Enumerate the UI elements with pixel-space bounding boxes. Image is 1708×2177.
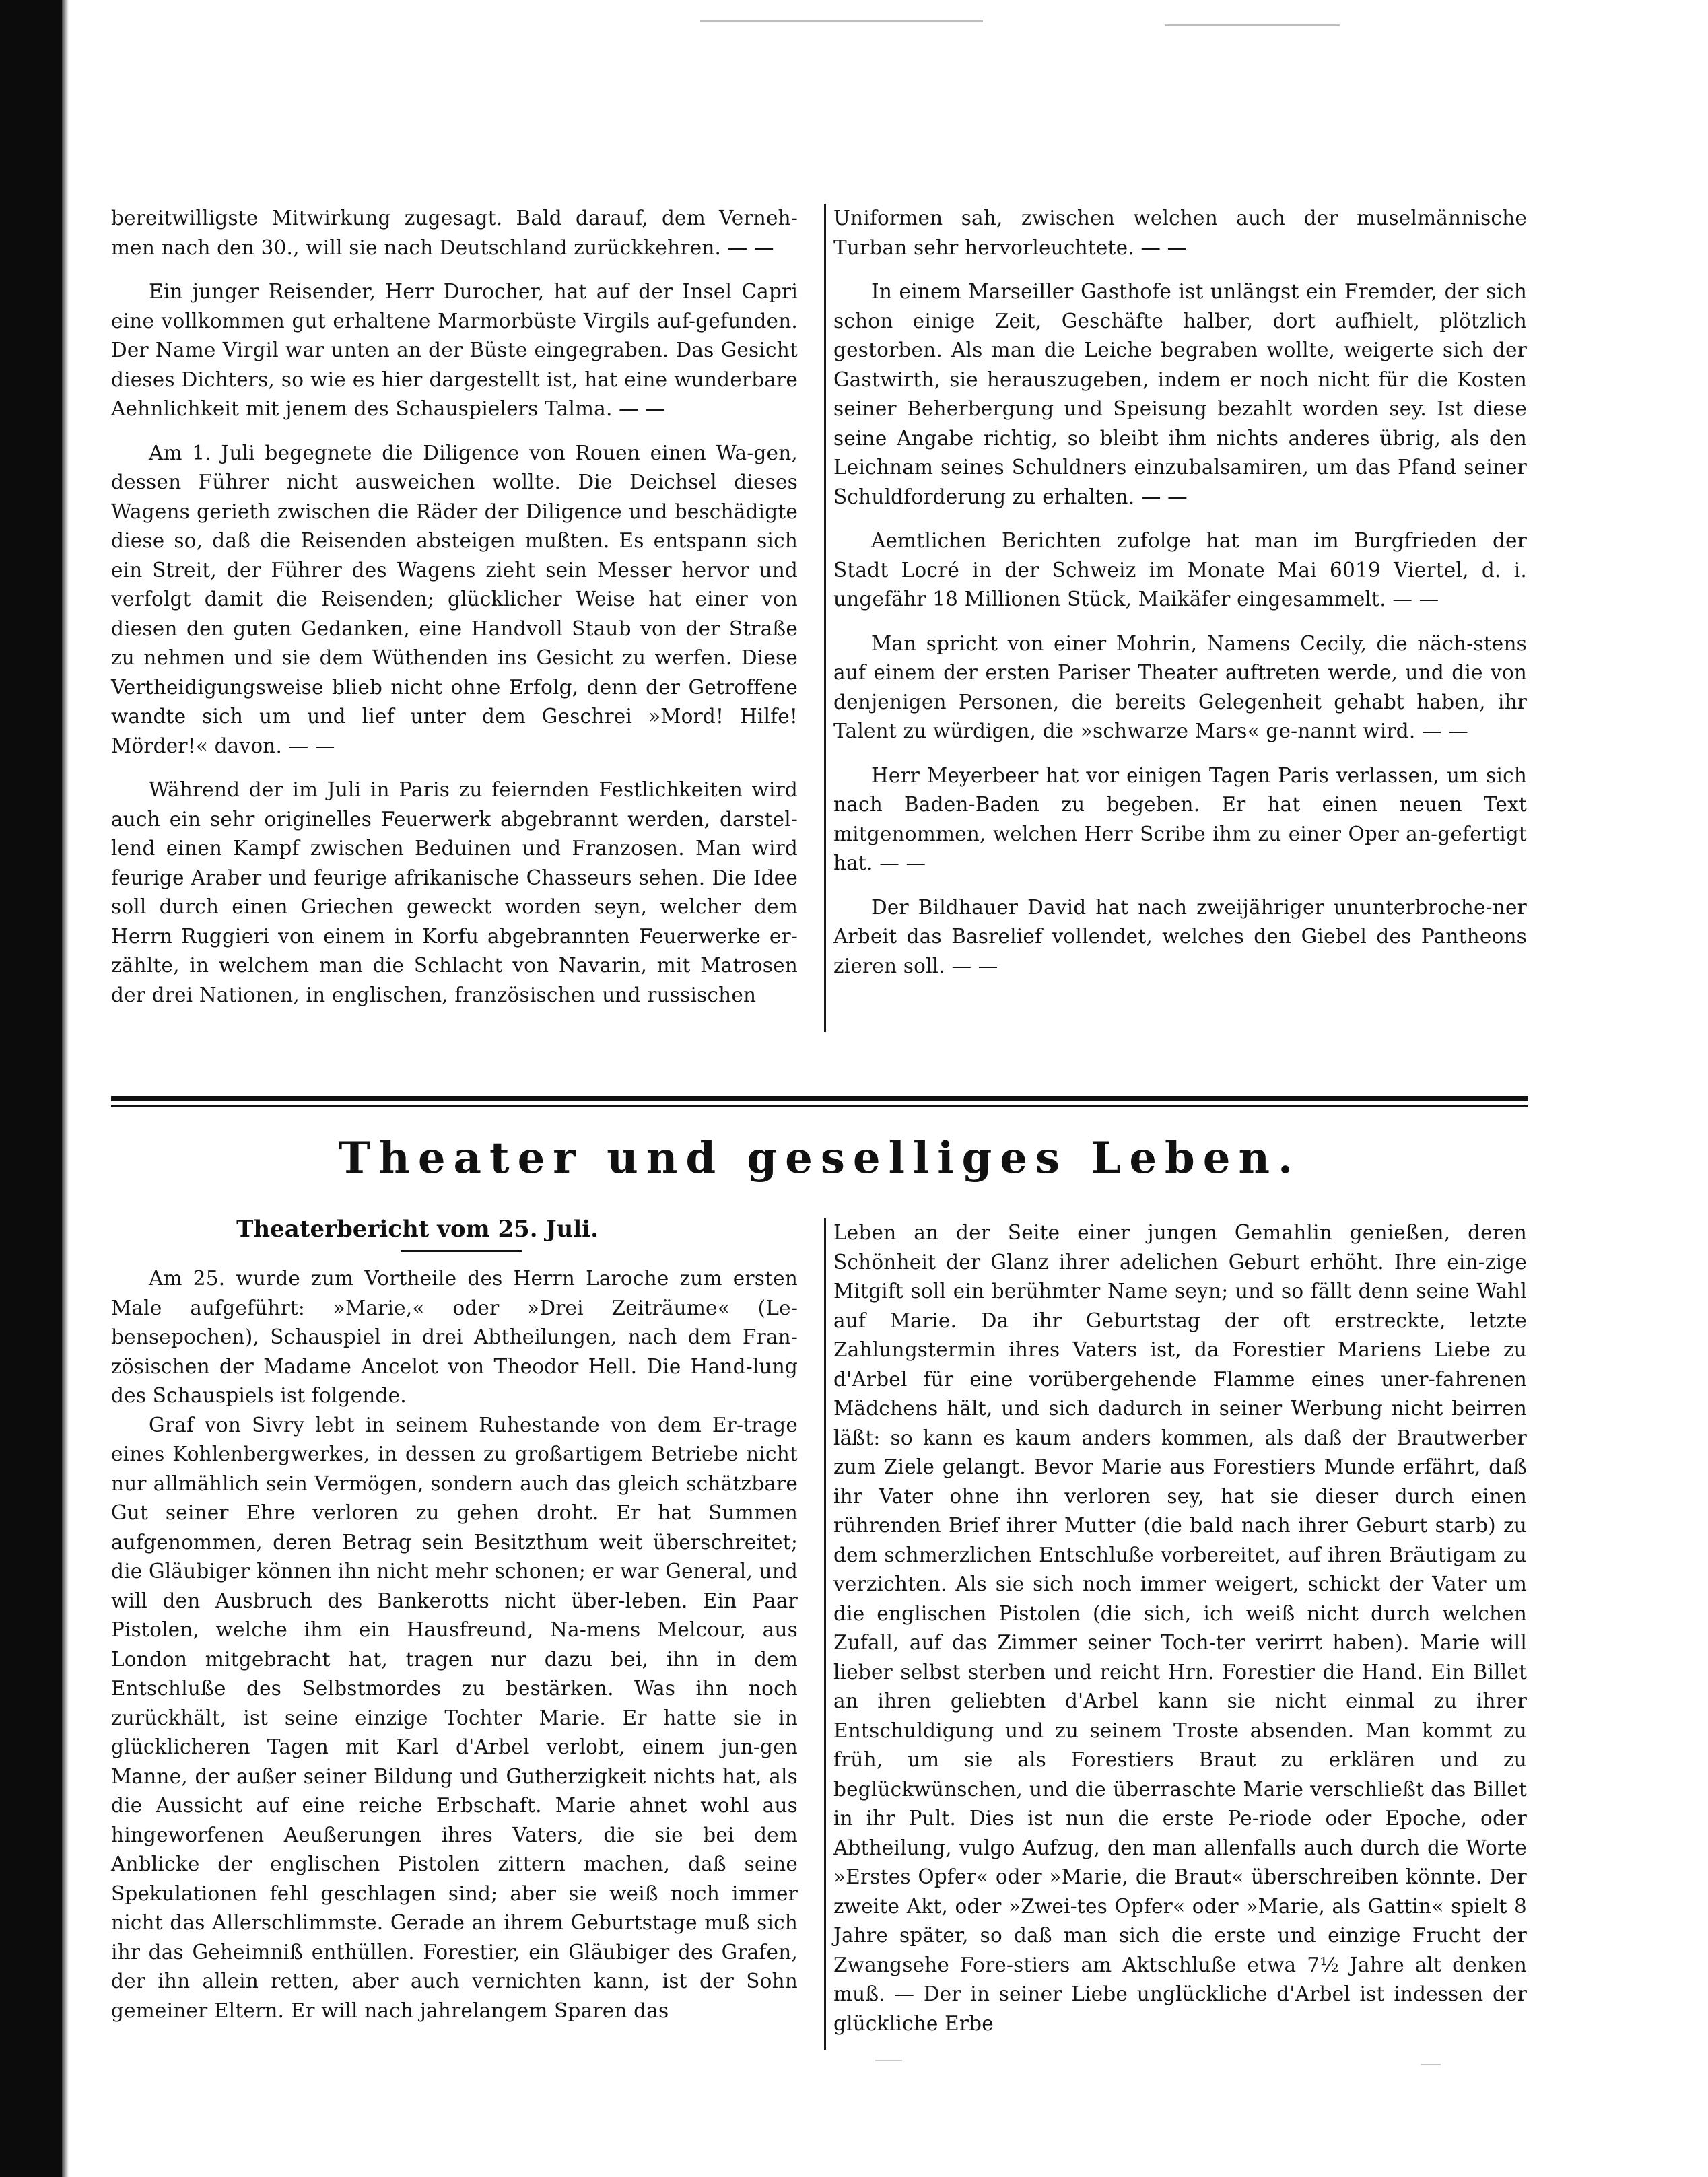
news-item: Am 1. Juli begegnete die Diligence von Rouen einen Wa-gen, dessen Führer nicht ausweichen wollte. Die Deichsel dieses Wagens gerieth zwischen die Räder der Diligence und beschädigte diese so, daß die Reisenden absteigen mußten. Es entspann sich ein Streit, der Führer des Wagens zieht sein Messer hervor und verfolgt damit die Reisenden; glücklicher Weise hat einer von diesen den guten Gedanken, eine Handvoll Staub von der Straße zu nehmen und sie dem Wüthenden ins Gesicht zu werfen. Diese Vertheidigungsweise blieb nicht ohne Erfolg, denn der Getroffene wandte sich um und lief unter dem Geschrei »Mord! Hilfe! Mörder!« davon. — — (111, 441, 798, 757)
news-item: Der Bildhauer David hat nach zweijähriger ununterbroche-ner Arbeit das Basrelief vollendet, welches den Giebel des Pantheons zieren soll. — — (833, 895, 1527, 977)
news-item: Aemtlichen Berichten zufolge hat man im Burgfrieden der Stadt Locré in der Schweiz im Monate Mai 6019 Viertel, d. i. ungefähr 18 Millionen Stück, Maikäfer eingesammelt. — — (833, 529, 1527, 611)
column-divider (824, 1218, 826, 2050)
column-divider (824, 204, 826, 1032)
news-item: Ein junger Reisender, Herr Durocher, hat auf der Insel Capri eine vollkommen gut erhaltene Marmorbüste Virgils auf-gefunden. Der Name Virgil war unten an der Büste eingegraben. Das Gesicht dieses Dichters, so wie es hier dargestellt ist, hat eine wunderbare Aehnlichkeit mit jenem des Schauspielers Talma. — — (111, 280, 798, 420)
news-item: bereitwilligste Mitwirkung zugesagt. Bald darauf, dem Verneh-men nach den 30., will sie nach Deutschland zurückkehren. — — (111, 207, 798, 259)
report-right-column (833, 1218, 1527, 2038)
scan-dark-edge (0, 0, 62, 2177)
report-heading: Theaterbericht vom 25. Juli. (236, 1216, 599, 1243)
news-item: Herr Meyerbeer hat vor einigen Tagen Paris verlassen, um sich nach Baden-Baden zu begeben. Er hat einen neuen Text mitgenommen, welchen Herr Scribe ihm zu einer Oper an-gefertigt hat. — — (833, 763, 1527, 874)
scan-bottom-speck (875, 2060, 902, 2061)
scan-edge-shadow (62, 0, 69, 2177)
scan-bottom-speck (1421, 2064, 1441, 2065)
section-rule-thin (111, 1105, 1528, 1107)
top-right-column (833, 204, 1527, 981)
news-item: In einem Marseiller Gasthofe ist unlängst ein Fremder, der sich schon einige Zeit, Geschäfte halber, dort aufhielt, plötzlich gestorben. Als man die Leiche begraben wollte, weigerte sich der Gastwirth, sie herauszugeben, indem er noch nicht für die Kosten seiner Beherbergung und Speisung bezahlt worden sey. Ist diese seine Angabe richtig, so bleibt ihm nichts anderes übrig, als den Leichnam seines Schuldners einzubalsamiren, um das Pfand seiner Schuldforderung zu erhalten. — — (833, 280, 1527, 508)
report-left-column (111, 1264, 798, 2026)
heading-underline (401, 1250, 522, 1252)
report-paragraph: Leben an der Seite einer jungen Gemahlin genießen, deren Schönheit der Glanz ihrer adelichen Geburt erhöht. Ihre ein-zige Mitgift soll ein berühmter Name seyn; und so fällt denn seine Wahl auf Marie. Da ihr Geburtstag der oft erstreckte, letzte Zahlungstermin ihres Vaters ist, da Forestier Mariens Liebe zu d'Arbel für eine vorübergehende Flamme eines uner-fahrenen Mädchens hält, und sich dadurch in seiner Werbung nicht beirren läßt: so kann es kaum anders kommen, als daß der Brautwerber zum Ziele gelangt. Bevor Marie aus Forestiers Munde erfährt, daß ihr Vater ohne ihn verloren sey, hat sie dieser durch einen rührenden Brief ihrer Mutter (die bald nach ihrer Geburt starb) zu dem schmerzlichen Entschluße vorbereitet, auf ihren Bräutigam zu verzichten. Als sie sich noch immer weigert, schickt der Vater um die englischen Pistolen (die sich, ich weiß nicht durch welchen Zufall, auf das Zimmer seiner Toch-ter verirrt haben). Marie will lieber selbst sterben und reicht Hrn. Forestier die Hand. Ein Billet an ihren geliebten d'Arbel kann sie nicht einmal zu ihrer Entschuldigung und zu seinem Troste absenden. Man kommt zu früh, um sie als Forestiers Braut zu erklären und zu beglückwünschen, und die überraschte Marie verschließt das Billet in ihr Pult. Dies ist nun die erste Pe-riode oder Epoche, oder Abtheilung, vulgo Aufzug, den man allenfalls auch durch die Worte »Erstes Opfer« oder »Marie, die Braut« überschreiben könnte. Der zweite Akt, oder »Zwei-tes Opfer« oder »Marie, als Gattin« spielt 8 Jahre später, so daß man sich die erste und einzige Frucht der Zwangsehe Fore-stiers am Aktschluße etwa 7½ Jahre alt denken muß. — Der in seiner Liebe unglückliche d'Arbel ist indessen der glückliche Erbe (833, 1221, 1527, 2035)
section-title: Theater und geselliges Leben. (338, 1133, 1301, 1183)
top-left-column (111, 204, 798, 1010)
news-item: Man spricht von einer Mohrin, Namens Cecily, die näch-stens auf einem der ersten Pariser Theater auftreten werde, und die von denjenigen Personen, die bereits Gelegenheit gehabt haben, ihr Talent zu würdigen, die »schwarze Mars« ge-nannt wird. — — (833, 631, 1527, 742)
news-item: Uniformen sah, zwischen welchen auch der muselmännische Turban sehr hervorleuchtete. — — (833, 207, 1527, 259)
section-rule-thick (111, 1096, 1528, 1101)
scan-top-smudge (700, 20, 983, 22)
report-paragraph: Am 25. wurde zum Vortheile des Herrn Laroche zum ersten Male aufgeführt: »Marie,« oder »Drei Zeiträume« (Le-bensepochen), Schauspiel in drei Abtheilungen, nach dem Fran-zösischen der Madame Ancelot von Theodor Hell. Die Hand-lung des Schauspiels ist folgende. (111, 1267, 798, 1407)
scan-top-smudge (1165, 24, 1340, 26)
report-paragraph: Graf von Sivry lebt in seinem Ruhestande von dem Er-trage eines Kohlenbergwerkes, in dessen zu großartigem Betriebe nicht nur allmählich sein Vermögen, sondern auch das gleich schätzbare Gut seiner Ehre verloren zu gehen droht. Er hat Summen aufgenommen, deren Betrag sein Besitzthum weit überschreitet; die Gläubiger können ihn nicht mehr schonen; er war General, und will den Ausbruch des Bankerotts nicht über-leben. Ein Paar Pistolen, welche ihm ein Hausfreund, Na-mens Melcour, aus London mitgebracht hat, tragen nur dazu bei, ihn in dem Entschluße des Selbstmordes zu bestärken. Was ihn noch zurückhält, ist seine einzige Tochter Marie. Er hatte sie in glücklicheren Tagen mit Karl d'Arbel verlobt, einem jun-gen Manne, der außer seiner Bildung und Gutherzigkeit nichts hat, als die Aussicht auf eine reiche Erbschaft. Marie ahnet wohl aus hingeworfenen Aeußerungen ihres Vaters, die sie bei dem Anblicke der englischen Pistolen zittern machen, daß seine Spekulationen fehl geschlagen sind; aber sie weiß noch immer nicht das Allerschlimmste. Gerade an ihrem Geburtstage muß sich ihr das Geheimniß enthüllen. Forestier, ein Gläubiger des Grafen, der ihn allein retten, aber auch vernichten kann, ist der Sohn gemeiner Eltern. Er will nach jahrelangem Sparen das (111, 1413, 798, 2022)
news-item: Während der im Juli in Paris zu feiernden Festlichkeiten wird auch ein sehr originelles Feuerwerk abgebrannt werden, darstel-lend einen Kampf zwischen Beduinen und Franzosen. Man wird feurige Araber und feurige afrikanische Chasseurs sehen. Die Idee soll durch einen Griechen geweckt worden seyn, welcher dem Herrn Ruggieri von einem in Korfu abgebrannten Feuerwerke er-zählte, in welchem man die Schlacht von Navarin, mit Matrosen der drei Nationen, in englischen, französischen und russischen (111, 778, 798, 1006)
